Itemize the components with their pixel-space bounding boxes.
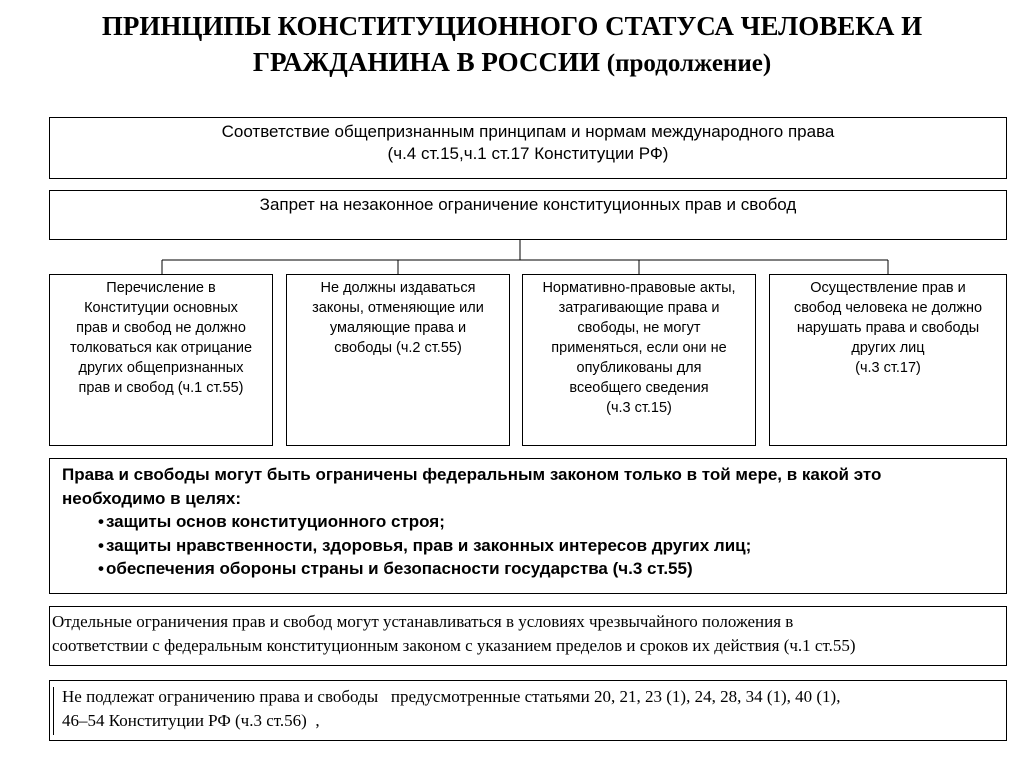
limits-intro-line-1: Права и свободы могут быть ограничены федеральным законом только в той мере, в какой это: [62, 465, 882, 484]
sub-box-line: других общепризнанных: [78, 360, 244, 376]
limits-bullet: • обеспечения обороны страны и безопасности государства (ч.3 ст.55): [98, 557, 996, 581]
sub-box-line: Нормативно-правовые акты,: [542, 280, 736, 296]
sub-box-line: опубликованы для: [576, 360, 702, 376]
limits-intro-line-2: необходимо в целях:: [62, 488, 241, 508]
sub-box-line: Перечисление в: [106, 280, 216, 296]
sub-box-line: (ч.3 ст.17): [855, 360, 921, 376]
sub-box-line: свободы, не могут: [577, 320, 701, 336]
sub-box-line: законы, отменяющие или: [312, 300, 484, 316]
sub-box-line: умаляющие права и: [329, 320, 467, 336]
sub-box-others-rights: [769, 274, 1007, 446]
prohibition-text: Запрет на незаконное ограничение конституционных прав и свобод: [259, 195, 797, 214]
limits-bullet-list: [62, 510, 996, 581]
sub-box-publication: [522, 274, 756, 446]
absolute-rights-box: [49, 680, 1007, 741]
sub-box-line: применяться, если они не: [551, 340, 727, 356]
emergency-line-2: соответствии с федеральным конституционным законом с указанием пределов и сроков их действия (ч.1 ст.55): [52, 636, 856, 655]
absolute-rights-line-1: Не подлежат ограничению права и свободы предусмотренные статьями 20, 21, 23 (1), 24, 28, 34 (1), 40 (1),: [62, 687, 841, 706]
sub-box-line: всеобщего сведения: [569, 380, 709, 396]
sub-box-line: Не должны издаваться: [320, 280, 476, 296]
sub-box-line: Осуществление прав и: [810, 280, 966, 296]
sub-box-line: других лиц: [851, 340, 925, 356]
emergency-box: [49, 606, 1007, 666]
title-main: ГРАЖДАНИНА В РОССИИ: [252, 47, 601, 77]
sub-box-line: нарушать права и свободы: [796, 320, 980, 336]
sub-box-line: свободы (ч.2 ст.55): [334, 340, 462, 356]
absolute-rights-line-2: 46–54 Конституции РФ (ч.3 ст.56) ,: [62, 711, 320, 730]
sub-box-line: толковаться как отрицание: [69, 340, 253, 356]
international-law-line-2: (ч.4 ст.15,ч.1 ст.17 Конституции РФ): [387, 144, 669, 163]
sub-box-laws: [286, 274, 510, 446]
sub-box-line: прав и свобод не должно: [76, 320, 246, 336]
international-law-line-1: Соответствие общепризнанным принципам и нормам международного права: [221, 122, 835, 141]
sub-box-line: (ч.3 ст.15): [606, 400, 672, 416]
limits-bullet: • защиты нравственности, здоровья, прав и законных интересов других лиц;: [98, 534, 996, 558]
sub-box-line: свобод человека не должно: [793, 300, 983, 316]
title-line-1: ПРИНЦИПЫ КОНСТИТУЦИОННОГО СТАТУСА ЧЕЛОВЕКА И: [101, 11, 923, 41]
sub-box-interpretation: [49, 274, 273, 446]
emergency-line-1: Отдельные ограничения прав и свобод могут устанавливаться в условиях чрезвычайного положения в: [52, 612, 794, 631]
title-suffix: (продолжение): [606, 50, 772, 77]
international-law-box: [49, 117, 1007, 179]
limits-bullet: • защиты основ конституционного строя;: [98, 510, 996, 534]
limits-box: [49, 458, 1007, 594]
sub-box-line: Конституции основных: [84, 300, 238, 316]
inner-divider: [53, 687, 54, 735]
sub-box-line: прав и свобод (ч.1 ст.55): [78, 380, 244, 396]
prohibition-box: [49, 190, 1007, 240]
sub-box-line: затрагивающие права и: [558, 300, 720, 316]
